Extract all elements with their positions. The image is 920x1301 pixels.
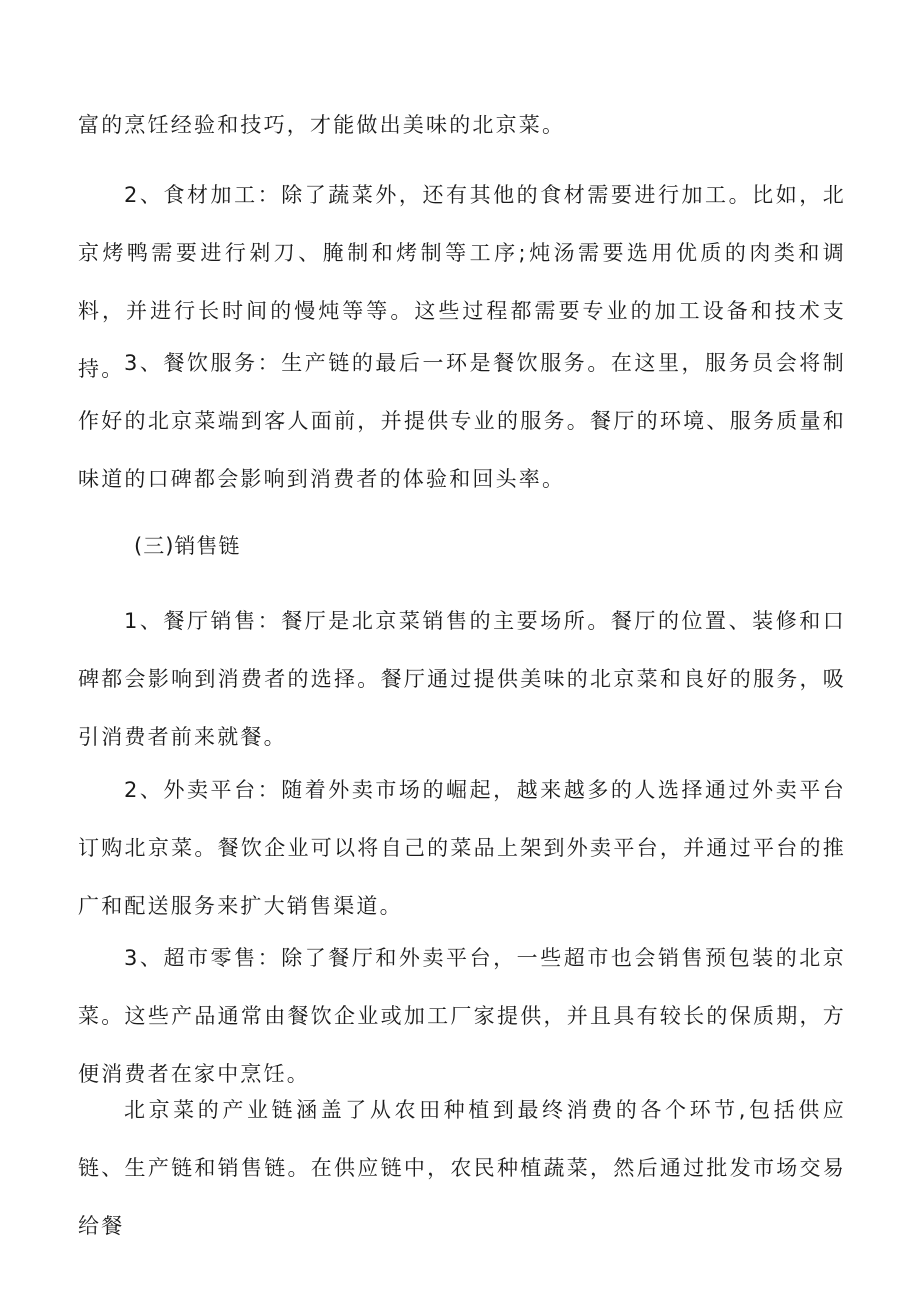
- paragraph-industry-chain-summary: 北京菜的产业链涵盖了从农田种植到最终消费的各个环节,包括供应链、生产链和销售链。在供应链中，农民种植蔬菜，然后通过批发市场交易给餐: [78, 1098, 846, 1238]
- section-heading-sales-chain: (三)销售链: [134, 534, 241, 558]
- paragraph-continuation: 富的烹饪经验和技巧，才能做出美味的北京菜。: [78, 113, 566, 137]
- paragraph-delivery-platform: 2、外卖平台：随着外卖市场的崛起，越来越多的人选择通过外卖平台订购北京菜。餐饮企业可以将自己的菜品上架到外卖平台，并通过平台的推广和配送服务来扩大销售渠道。: [78, 778, 846, 918]
- paragraph-supermarket-retail: 3、超市零售：除了餐厅和外卖平台，一些超市也会销售预包装的北京菜。这些产品通常由餐饮企业或加工厂家提供，并且具有较长的保质期，方便消费者在家中烹饪。: [78, 946, 846, 1086]
- paragraph-food-processing: 2、食材加工：除了蔬菜外，还有其他的食材需要进行加工。比如，北京烤鸭需要进行剁刀、腌制和烤制等工序;炖汤需要选用优质的肉类和调料，并进行长时间的慢炖等等。这些过程都需要专业的加工设备和技术支持。: [78, 183, 846, 381]
- paragraph-catering-service: 3、餐饮服务：生产链的最后一环是餐饮服务。在这里，服务员会将制作好的北京菜端到客人面前，并提供专业的服务。餐厅的环境、服务质量和味道的口碑都会影响到消费者的体验和回头率。: [78, 351, 846, 491]
- paragraph-restaurant-sales: 1、餐厅销售：餐厅是北京菜销售的主要场所。餐厅的位置、装修和口碑都会影响到消费者的选择。餐厅通过提供美味的北京菜和良好的服务，吸引消费者前来就餐。: [78, 609, 846, 749]
